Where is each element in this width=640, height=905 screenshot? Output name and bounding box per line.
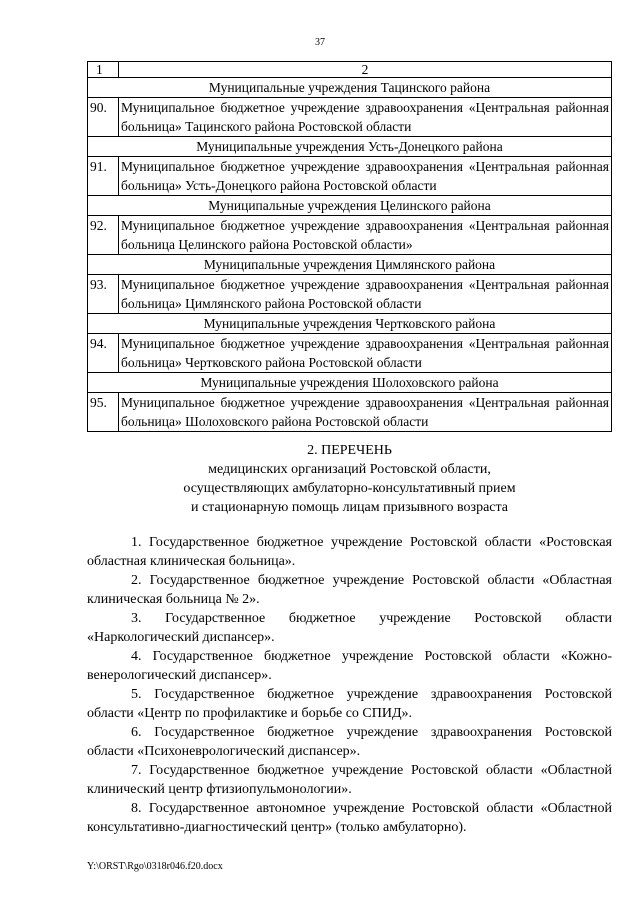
table-group-row xyxy=(88,373,612,393)
group-title: Муниципальные учреждения Чертковского района xyxy=(88,314,612,334)
table-group-row xyxy=(88,137,612,157)
section-heading xyxy=(87,441,612,517)
institution-name: Муниципальное бюджетное учреждение здравоохранения «Центральная районная больница» Шолоховского района Ростовской области xyxy=(119,393,612,432)
column-header-number: 1 xyxy=(88,62,119,78)
table-group-row xyxy=(88,314,612,334)
page-number: 37 xyxy=(315,37,325,48)
table-header-row xyxy=(88,62,612,78)
institution-name: Муниципальное бюджетное учреждение здравоохранения «Центральная районная больница» Усть-Донецкого района Ростовской области xyxy=(119,157,612,196)
section-subtitle-line: медицинских организаций Ростовской области, xyxy=(208,462,491,477)
table-group-row xyxy=(88,196,612,216)
institution-name: Муниципальное бюджетное учреждение здравоохранения «Центральная районная больница» Цимлянского района Ростовской области xyxy=(119,275,612,314)
list-item: 4. Государственное бюджетное учреждение Ростовской области «Кожно-венерологический диспансер». xyxy=(87,649,612,683)
section-title: 2. ПЕРЕЧЕНЬ xyxy=(307,443,392,458)
list-item: 7. Государственное бюджетное учреждение Ростовской области «Областной клинический центр фтизиопульмонологии». xyxy=(87,763,612,797)
table-row xyxy=(88,157,612,196)
list-item: 6. Государственное бюджетное учреждение здравоохранения Ростовской области «Психоневрологический диспансер». xyxy=(87,725,612,759)
column-header-name: 2 xyxy=(119,62,612,78)
list-item: 8. Государственное автономное учреждение Ростовской области «Областной консультативно-диагностический центр» (только амбулаторно). xyxy=(87,801,612,835)
list-item: 5. Государственное бюджетное учреждение здравоохранения Ростовской области «Центр по профилактике и борьбе со СПИД». xyxy=(87,687,612,721)
row-number: 93. xyxy=(88,275,119,314)
file-path-footer: Y:\ORST\Rgo\0318r046.f20.docx xyxy=(87,861,223,872)
table-row xyxy=(88,334,612,373)
table-group-row xyxy=(88,78,612,98)
group-title: Муниципальные учреждения Целинского района xyxy=(88,196,612,216)
institution-name: Муниципальное бюджетное учреждение здравоохранения «Центральная районная больница» Тацинского района Ростовской области xyxy=(119,98,612,137)
group-title: Муниципальные учреждения Цимлянского района xyxy=(88,255,612,275)
table-group-row xyxy=(88,255,612,275)
section-subtitle-line: и стационарную помощь лицам призывного возраста xyxy=(190,500,509,515)
group-title: Муниципальные учреждения Шолоховского района xyxy=(88,373,612,393)
row-number: 90. xyxy=(88,98,119,137)
group-title: Муниципальные учреждения Тацинского района xyxy=(88,78,612,98)
row-number: 92. xyxy=(88,216,119,255)
list-item: 3. Государственное бюджетное учреждение Ростовской области «Наркологический диспансер». xyxy=(87,611,612,645)
table-row xyxy=(88,98,612,137)
section-subtitle-line: осуществляющих амбулаторно-консультативный прием xyxy=(183,481,516,496)
institution-name: Муниципальное бюджетное учреждение здравоохранения «Центральная районная больница Целинского района Ростовской области» xyxy=(119,216,612,255)
row-number: 91. xyxy=(88,157,119,196)
table-row xyxy=(88,275,612,314)
table-row xyxy=(88,216,612,255)
list-item: 2. Государственное бюджетное учреждение Ростовской области «Областная клиническая больница № 2». xyxy=(87,573,612,607)
institution-name: Муниципальное бюджетное учреждение здравоохранения «Центральная районная больница» Чертковского района Ростовской области xyxy=(119,334,612,373)
table-row xyxy=(88,393,612,432)
row-number: 94. xyxy=(88,334,119,373)
group-title: Муниципальные учреждения Усть-Донецкого района xyxy=(88,137,612,157)
organizations-list xyxy=(87,533,612,837)
list-item: 1. Государственное бюджетное учреждение Ростовской области «Ростовская областная клиническая больница». xyxy=(87,535,612,569)
row-number: 95. xyxy=(88,393,119,432)
institutions-table xyxy=(87,61,612,432)
